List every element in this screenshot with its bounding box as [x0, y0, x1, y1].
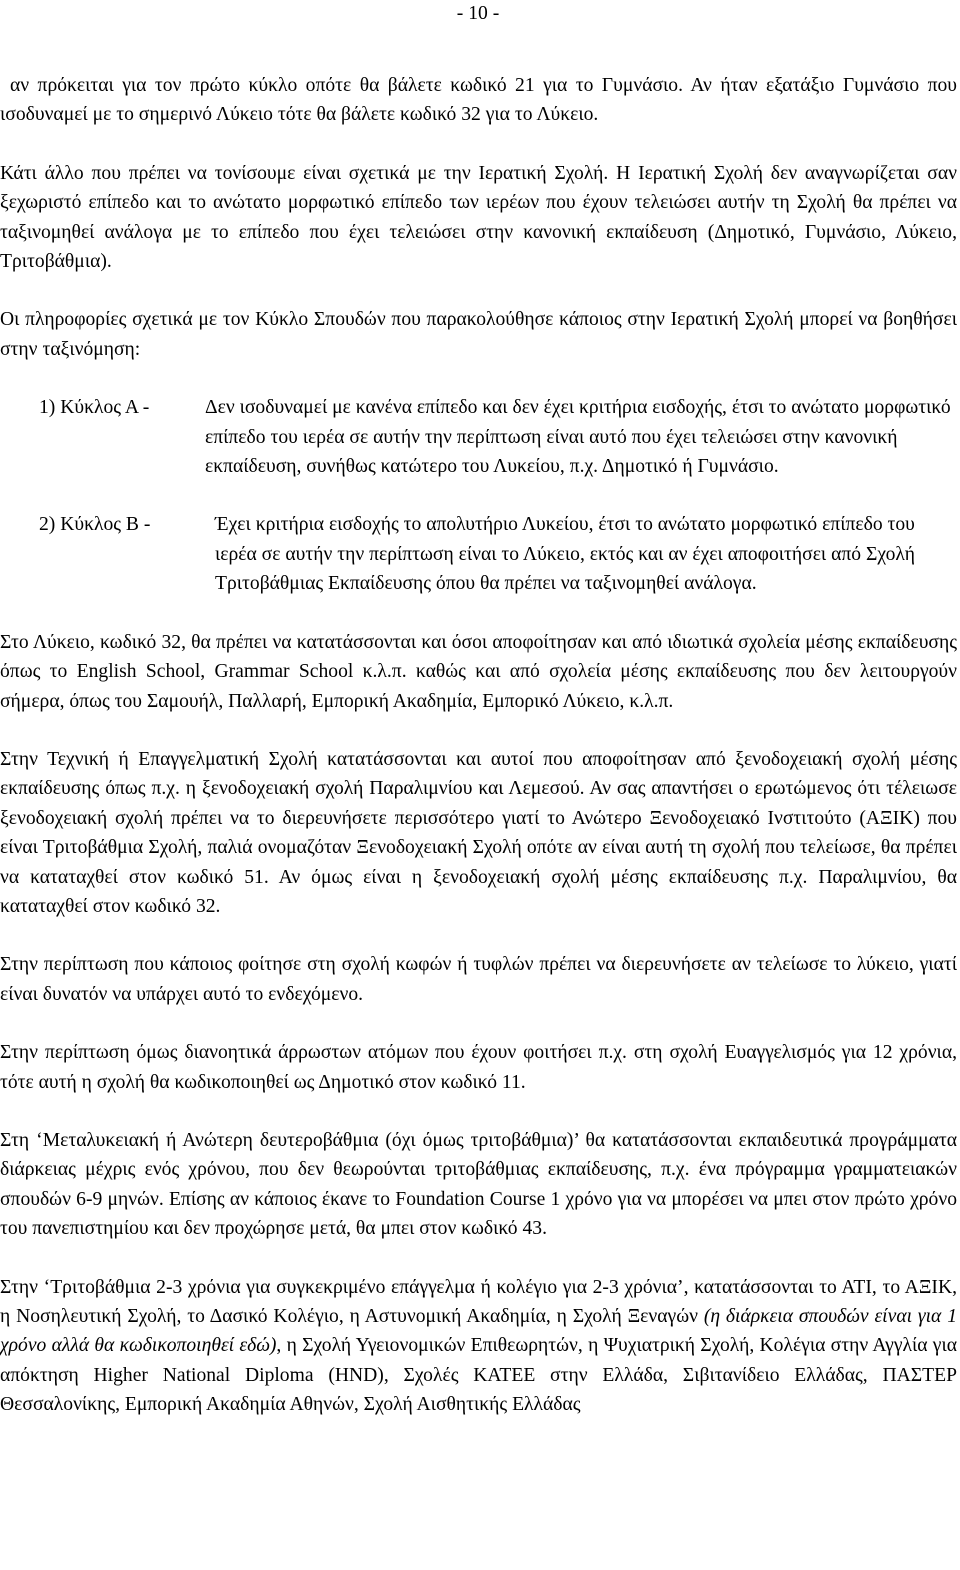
paragraph-4: Στο Λύκειο, κωδικό 32, θα πρέπει να κατατάσσονται και όσοι αποφοίτησαν και από ιδιωτικά σχολεία μέσης εκπαίδευσης όπως το English School, Grammar School κ.λ.π. καθώς και από σχολεία μέσης εκπαίδευσης που δεν λειτουργούν σήμερα, όπως του Σαμουήλ, Παλλαρή, Εμπορική Ακαδημία, Εμπορικό Λύκειο, κ.λ.π. — [0, 631, 957, 712]
list-label-cycle-b: 2) Κύκλος Β - — [39, 514, 151, 536]
paragraph-9-italic-note: (η διάρκεια σπουδών είναι για 1 χρόνο αλλά θα κωδικοποιηθεί εδώ) — [0, 1306, 957, 1357]
paragraph-2: Κάτι άλλο που πρέπει να τονίσουμε είναι σχετικά με την Ιερατική Σχολή. Η Ιερατική Σχολή δεν αναγνωρίζεται σαν ξεχωριστό επίπεδο και το ανώτατο μορφωτικό επίπεδο των ιερέων που έχουν τελειώσει αυτήν τη Σχολή θα πρέπει να ταξινομηθεί ανάλογα με το επίπεδο που έχει τελειώσει στην κανονική εκπαίδευση (Δημοτικό, Γυμνάσιο, Λύκειο, Τριτοβάθμια). — [0, 162, 957, 273]
list-label-cycle-a: 1) Κύκλος Α - — [39, 397, 150, 419]
paragraph-1: αν πρόκειται για τον πρώτο κύκλο οπότε θα βάλετε κωδικό 21 για το Γυμνάσιο. Αν ήταν εξατάξιο Γυμνάσιο που ισοδυναμεί με το σημερινό Λύκειο τότε θα βάλετε κωδικό 32 για το Λύκειο. — [0, 75, 957, 126]
list-item-cycle-a — [0, 393, 957, 481]
list-text-cycle-b: Έχει κριτήρια εισδοχής το απολυτήριο Λυκείου, έτσι το ανώτατο μορφωτικό επίπεδο του ιερέα σε αυτήν την περίπτωση είναι το Λύκειο, εκτός και αν έχει αποφοιτήσει από Σχολή Τριτοβάθμιας Εκπαίδευσης όπου θα πρέπει να ταξινομηθεί ανάλογα. — [215, 514, 915, 595]
page-number: - 10 - — [456, 3, 500, 24]
paragraph-9 — [0, 1273, 957, 1420]
paragraph-5: Στην Τεχνική ή Επαγγελματική Σχολή κατατάσσονται και αυτοί που αποφοίτησαν από ξενοδοχειακή σχολή μέσης εκπαίδευσης όπως π.χ. η ξενοδοχειακή σχολή Παραλιμνίου και Λεμεσού. Αν σας απαντήσει ο ερωτώμενος ότι τέλειωσε ξενοδοχειακή σχολή πρέπει να το διερευνήσετε περισσότερο γιατί το Ανώτερο Ξενοδοχειακό Ινστιτούτο (ΑΞΙΚ) που είναι Τριτοβάθμια Σχολή, παλιά ονομαζόταν Ξενοδοχειακή Σχολή οπότε αν είναι αυτή τη σχολή που τελείωσε, θα πρέπει να καταταχθεί στον κωδικό 51. Αν όμως είναι η ξενοδοχειακή σχολή μέσης εκπαίδευσης π.χ. Παραλιμνίου, θα καταταχθεί στον κωδικό 32. — [0, 748, 957, 917]
list-item-cycle-b — [0, 510, 957, 598]
paragraph-9-start: Στην ‘Τριτοβάθμια 2-3 χρόνια για συγκεκριμένο επάγγελμα ή κολέγιο για 2-3 χρόνια’, κατατάσσονται το ΑΤΙ, το ΑΞΙΚ, η Νοσηλευτική Σχολή, το Δασικό Κολέγιο, η Αστυνομική Ακαδημία, η Σχολή Ξεναγών — [0, 1276, 957, 1327]
paragraph-6: Στην περίπτωση που κάποιος φοίτησε στη σχολή κωφών ή τυφλών πρέπει να διερευνήσετε αν τελείωσε το λύκειο, γιατί είναι δυνατόν να υπάρχει αυτό το ενδεχόμενο. — [0, 954, 957, 1005]
list-text-cycle-a: Δεν ισοδυναμεί με κανένα επίπεδο και δεν έχει κριτήρια εισδοχής, έτσι το ανώτατο μορφωτικό επίπεδο του ιερέα σε αυτήν την περίπτωση είναι αυτό που έχει τελειώσει στην κανονική εκπαίδευση, συνήθως κατώτερο του Λυκείου, π.χ. Δημοτικό ή Γυμνάσιο. — [205, 397, 951, 478]
paragraph-8: Στη ‘Μεταλυκειακή ή Ανώτερη δευτεροβάθμια (όχι όμως τριτοβάθμια)’ θα κατατάσσονται εκπαιδευτικά προγράμματα διάρκειας μέχρις ενός χρόνου, που δεν θεωρούνται τριτοβάθμιας εκπαίδευσης, π.χ. ένα πρόγραμμα γραμματειακών σπουδών 6-9 μηνών. Επίσης αν κάποιος έκανε το Foundation Course 1 χρόνο για να μπορέσει να μπει στον πρώτο χρόνο του πανεπιστημίου και δεν προχώρησε μετά, θα μπει στον κωδικό 43. — [0, 1129, 957, 1240]
paragraph-7: Στην περίπτωση όμως διανοητικά άρρωστων ατόμων που έχουν φοιτήσει π.χ. στη σχολή Ευαγγελισμός για 12 χρόνια, τότε αυτή η σχολή θα κωδικοποιηθεί ως Δημοτικό στον κωδικό 11. — [0, 1042, 957, 1093]
paragraph-9-end: , η Σχολή Υγειονομικών Επιθεωρητών, η Ψυχιατρική Σχολή, Κολέγια στην Αγγλία για απόκτηση Higher National Diploma (HND), Σχολές ΚΑΤΕΕ στην Ελλάδα, Σιβιτανίδειο Ελλάδας, ΠΑΣΤΕΡ Θεσσαλονίκης, Εμπορική Ακαδημία Αθηνών, Σχολή Αισθητικής Ελλάδας — [0, 1335, 957, 1416]
paragraph-3: Οι πληροφορίες σχετικά με τον Κύκλο Σπουδών που παρακολούθησε κάποιος στην Ιερατική Σχολή μπορεί να βοηθήσει στην ταξινόμηση: — [0, 309, 957, 360]
document-body — [0, 71, 957, 1420]
